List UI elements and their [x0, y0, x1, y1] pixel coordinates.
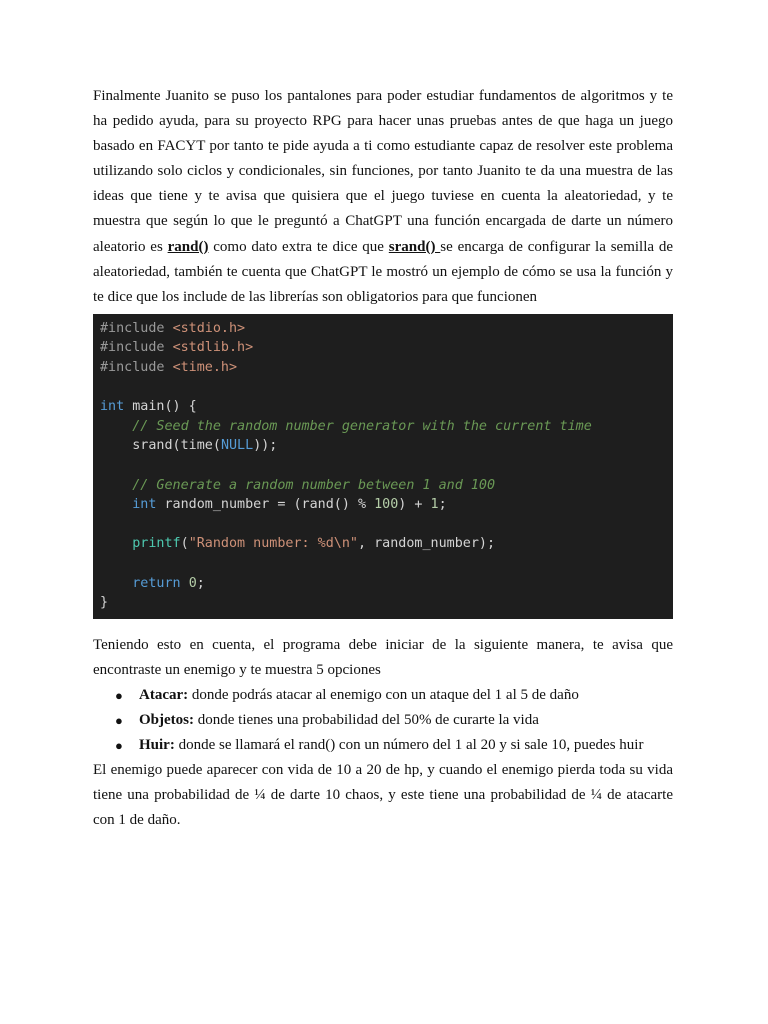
code-text: ;: [196, 575, 205, 591]
header-name: <stdlib.h>: [172, 340, 254, 356]
code-text: ) +: [398, 497, 431, 513]
return-keyword: return: [132, 575, 181, 591]
code-line-7: [100, 436, 666, 456]
code-text: , random_number);: [358, 536, 496, 552]
type-keyword: int: [100, 399, 125, 415]
code-line-12: [100, 534, 666, 554]
code-line-6: [100, 417, 666, 437]
code-text: }: [100, 595, 109, 611]
code-line-blank: [100, 554, 666, 574]
code-line-15: [100, 593, 666, 613]
code-text: srand(time(: [132, 438, 221, 454]
code-comment: // Seed the random number generator with the current time: [132, 418, 592, 434]
closing-paragraph: El enemigo puede aparecer con vida de 10 a 20 de hp, y cuando el enemigo pierda toda su vida tiene una probabilidad de ¼ de darte 10 chaos, y este tiene una probabilidad de ¼ de atacarte con 1 de daño.: [93, 762, 673, 829]
code-text: main() {: [124, 399, 197, 415]
null-keyword: NULL: [220, 438, 254, 454]
code-line-blank: [100, 515, 666, 535]
intro-text-2: como dato extra te dice que: [208, 238, 389, 255]
code-text: (: [180, 536, 189, 552]
intro-text-1: Finalmente Juanito se puso los pantalones para poder estudiar fundamentos de algoritmos y te ha pedido ayuda, para su proyecto RPG para hacer unas pruebas antes de que haga un juego basado en FACYT por tanto te pide ayuda a ti como estudiante capaz de resolver este problema utilizando solo ciclos y condicionales, sin funciones, por tanto Juanito te da una muestra de las ideas que tiene y te avisa que quisiera que el juego tuviese en cuenta la aleatoriedad, y te muestra que según lo que le preguntó a ChatGPT una función encargada de darte un número aleatorio es: [93, 88, 673, 255]
code-text: ;: [438, 497, 447, 513]
include-directive: #include: [100, 360, 173, 376]
options-list: [93, 683, 673, 758]
option-text: donde se llamará el rand() con un número del 1 al 20 y si sale 10, puedes huir: [174, 737, 644, 754]
intro-text-3: se encarga de configurar la semilla de aleatoriedad, también te cuenta que ChatGPT le mostró un ejemplo de cómo se usa la función y te dice que los include de las librerías son obligatorios para que funcionen: [93, 238, 673, 305]
document-body: [93, 84, 673, 834]
code-line-10: [100, 495, 666, 515]
list-item: [93, 708, 673, 733]
rand-term: rand(): [167, 238, 209, 255]
include-directive: #include: [100, 320, 173, 336]
option-label: Objetos:: [139, 712, 194, 729]
function-name: printf: [132, 536, 181, 552]
code-line-2: [100, 338, 666, 358]
code-line-1: [100, 319, 666, 339]
option-label: Huir:: [139, 737, 175, 754]
bullet-icon: ●: [115, 687, 123, 703]
option-text: donde podrás atacar al enemigo con un ataque del 1 al 5 de daño: [188, 686, 579, 703]
header-name: <time.h>: [172, 360, 238, 376]
code-text: [181, 576, 189, 591]
list-item: [93, 683, 673, 708]
bullet-icon: ●: [115, 738, 123, 754]
code-line-blank: [100, 378, 666, 398]
code-line-14: [100, 574, 666, 594]
option-text: donde tienes una probabilidad del 50% de curarte la vida: [194, 712, 539, 729]
code-text: random_number = (rand() %: [156, 497, 375, 513]
code-line-5: [100, 397, 666, 417]
number-literal: 100: [374, 497, 399, 513]
string-literal: "Random number: %d\n": [188, 536, 358, 552]
number-literal: 0: [188, 575, 197, 591]
list-item: [93, 733, 673, 758]
type-keyword: int: [132, 497, 157, 513]
after-code-paragraph: Teniendo esto en cuenta, el programa debe iniciar de la siguiente manera, te avisa que encontraste un enemigo y te muestra 5 opciones: [93, 636, 673, 678]
number-literal: 1: [430, 497, 439, 513]
code-comment: // Generate a random number between 1 and 100: [132, 477, 496, 493]
include-directive: #include: [100, 340, 173, 356]
intro-paragraph: [93, 84, 673, 310]
srand-term: srand(): [388, 238, 441, 255]
code-line-blank: [100, 456, 666, 476]
header-name: <stdio.h>: [172, 320, 246, 336]
option-label: Atacar:: [139, 686, 189, 703]
bullet-icon: ●: [115, 713, 123, 729]
code-block: [93, 314, 673, 619]
code-line-3: [100, 358, 666, 378]
code-text: ));: [253, 438, 278, 454]
code-line-9: [100, 476, 666, 496]
